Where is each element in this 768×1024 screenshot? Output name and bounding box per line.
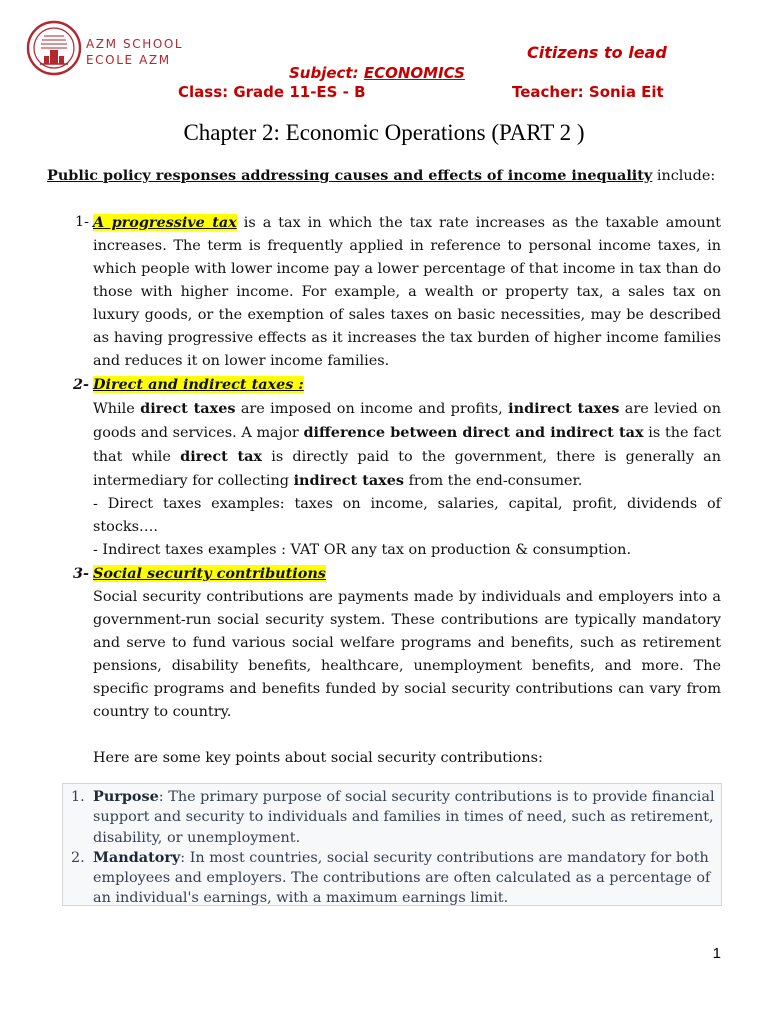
item-number: 3- (73, 565, 89, 582)
document-body (47, 164, 721, 770)
bold-term: indirect taxes (508, 400, 620, 417)
subject-label: Subject: (289, 64, 364, 82)
bold-term: direct tax (180, 448, 263, 465)
school-name-line2: ECOLE AZM (86, 53, 171, 67)
class-line: Class: Grade 11-ES - B (178, 83, 366, 101)
item-number: 1- (74, 214, 89, 230)
item-heading: Social security contributions (93, 565, 326, 582)
bold-term: difference between direct and indirect tax (303, 424, 644, 441)
item-number: 2- (73, 376, 89, 393)
key-point-term: Purpose (93, 788, 159, 805)
text-run: are imposed on income and profits, (235, 401, 509, 417)
list-item-progressive-tax (47, 211, 721, 373)
social-security-paragraph: Social security contributions are payments made by individuals and employers into a government-run social security system. These contributions are typically mandatory and serve to fund various social welfare programs and benefits, such as retirement pensions, disability benefits, healthcare, unemployment benefits, and more. The specific programs and benefits funded by social security contributions can vary from country to country. (93, 589, 721, 720)
subject-line (289, 64, 465, 82)
text-run: is directly paid to the government, there is generally an intermediary for collecting (93, 449, 721, 489)
key-point-text: : In most countries, social security contributions are mandatory for both employees and employers. The contributions are often calculated as a percentage of an individual's earnings, with a maximum earnings limit. (93, 849, 711, 907)
item-content (93, 373, 721, 397)
key-point-content (93, 787, 721, 848)
key-point-mandatory (63, 848, 721, 909)
text-run: While (93, 401, 141, 417)
direct-taxes-examples: - Direct taxes examples: taxes on income, salaries, capital, profit, dividends of stocks…. (93, 496, 721, 535)
key-point-text: : The primary purpose of social security contributions is to provide financial support and security to individuals and families in times of need, such as retirement, disability, or unemployment. (93, 789, 715, 846)
key-point-content (93, 848, 721, 909)
text-run: is the fact that while (93, 425, 721, 465)
key-point-number: 1. (71, 789, 85, 805)
key-points-box (62, 783, 722, 906)
intro-rest: include: (652, 168, 716, 184)
item-heading: Direct and indirect taxes : (93, 376, 304, 393)
list-item-social-security (47, 562, 721, 586)
school-logo (26, 20, 82, 76)
item-text: is a tax in which the tax rate increases as the taxable amount increases. The term is frequently applied in reference to personal income taxes, in which people with lower income pay a lower percentage of that income in tax than do those with higher income. For example, a wealth or property tax, a sales tax on luxury goods, or the exemption of sales taxes on basic necessities, may be described as having progressive effects as it increases the tax burden of higher income families and reduces it on lower income families. (93, 215, 722, 369)
key-points-intro: Here are some key points about social security contributions: (93, 750, 543, 766)
text-run: are levied on goods and services. A major (93, 401, 721, 441)
intro-bold: Public policy responses addressing causes and effects of income inequality (47, 167, 653, 184)
item-content (93, 562, 721, 586)
chapter-title: Chapter 2: Economic Operations (PART 2 ) (183, 120, 585, 145)
text-run: from the end-consumer. (404, 473, 583, 489)
page-number: 1 (712, 945, 721, 962)
school-name-line1: AZM SCHOOL (86, 37, 184, 51)
item-heading: A progressive tax (93, 214, 237, 231)
bold-term: direct taxes (140, 400, 236, 417)
intro-paragraph (47, 164, 721, 188)
subject-value: ECONOMICS (363, 64, 465, 82)
bold-term: indirect taxes (293, 472, 405, 489)
direct-indirect-paragraph (93, 397, 721, 493)
key-point-purpose (63, 787, 721, 848)
list-item-direct-indirect (47, 373, 721, 397)
key-point-number: 2. (71, 849, 85, 866)
key-point-term: Mandatory (93, 848, 181, 866)
school-name (86, 36, 183, 68)
school-motto: Citizens to lead (527, 43, 667, 62)
teacher-line: Teacher: Sonia Eit (512, 83, 664, 101)
item-content (93, 211, 721, 373)
indirect-taxes-examples: - Indirect taxes examples : VAT OR any tax on production & consumption. (93, 542, 632, 558)
